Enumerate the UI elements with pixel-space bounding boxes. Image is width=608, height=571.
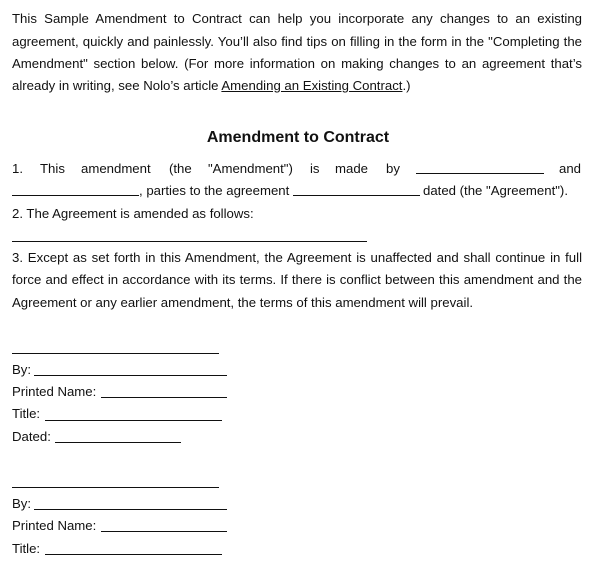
clause1-number: 1.	[12, 161, 23, 176]
sig1-dated-line[interactable]	[55, 442, 181, 443]
clause1-word-is: is	[310, 161, 320, 176]
sig1-printed-name-line[interactable]	[101, 397, 227, 398]
intro-line-4-suffix: .)	[402, 78, 411, 93]
clause1-word-amendment: amendment	[81, 161, 151, 176]
clause2-text: 2. The Agreement is amended as follows:	[12, 206, 254, 221]
clause1-word-this: This	[40, 161, 65, 176]
clause3-line-2: force and effect in accordance with its terms. If there is conflict between this amendment and the	[12, 272, 582, 287]
sig2-printed-name-line[interactable]	[101, 531, 227, 532]
second-party-blank[interactable]	[12, 183, 139, 196]
amending-contract-link[interactable]: Amending an Existing Contract	[221, 78, 403, 93]
clause1-word-and: and	[559, 161, 582, 176]
clause3-line-1: 3. Except as set forth in this Amendment, the Agreement is unaffected and shall continue in full	[12, 250, 582, 265]
party2-name-line[interactable]	[12, 487, 219, 488]
document-title: Amendment to Contract	[206, 129, 390, 146]
agreement-date-blank[interactable]	[293, 183, 420, 196]
intro-line-2: agreement, quickly and painlessly. You’ll also find tips on filling in the form in the "Completing the	[12, 34, 582, 49]
clause1-word-by: by	[386, 161, 400, 176]
intro-line-3: Amendment" section below. (For more information on making changes to an agreement that’s	[12, 56, 582, 71]
sig1-by-line[interactable]	[34, 375, 227, 376]
clause1-word-amendment-quoted: "Amendment")	[208, 161, 293, 176]
clause1-word-the: (the	[169, 161, 192, 176]
party1-name-line[interactable]	[12, 353, 219, 354]
clause3-line-3: Agreement or any earlier amendment, the terms of this amendment will prevail.	[12, 295, 474, 310]
sig1-dated-label: Dated:	[12, 429, 51, 444]
intro-line-1: This Sample Amendment to Contract can help you incorporate any changes to an existing	[12, 11, 582, 26]
first-party-blank[interactable]	[416, 161, 544, 174]
intro-line-4	[12, 78, 411, 94]
sig1-by-label: By:	[12, 362, 32, 377]
clause1-word-made: made	[335, 161, 368, 176]
sig1-printed-name-label: Printed Name:	[12, 384, 97, 399]
sig2-by-label: By:	[12, 496, 32, 511]
sig1-title-line[interactable]	[45, 420, 222, 421]
sig2-title-label: Title:	[12, 541, 41, 556]
sig2-title-line[interactable]	[45, 554, 222, 555]
amendment-terms-blank[interactable]	[12, 241, 367, 242]
sig1-title-label: Title:	[12, 406, 41, 421]
intro-line-4-prefix: already in writing, see Nolo’s article	[12, 78, 222, 93]
clause1-dated-text: dated (the "Agreement").	[423, 183, 568, 198]
sig2-by-line[interactable]	[34, 509, 227, 510]
sig2-printed-name-label: Printed Name:	[12, 518, 97, 533]
clause1-parties-text: , parties to the agreement	[139, 183, 290, 198]
